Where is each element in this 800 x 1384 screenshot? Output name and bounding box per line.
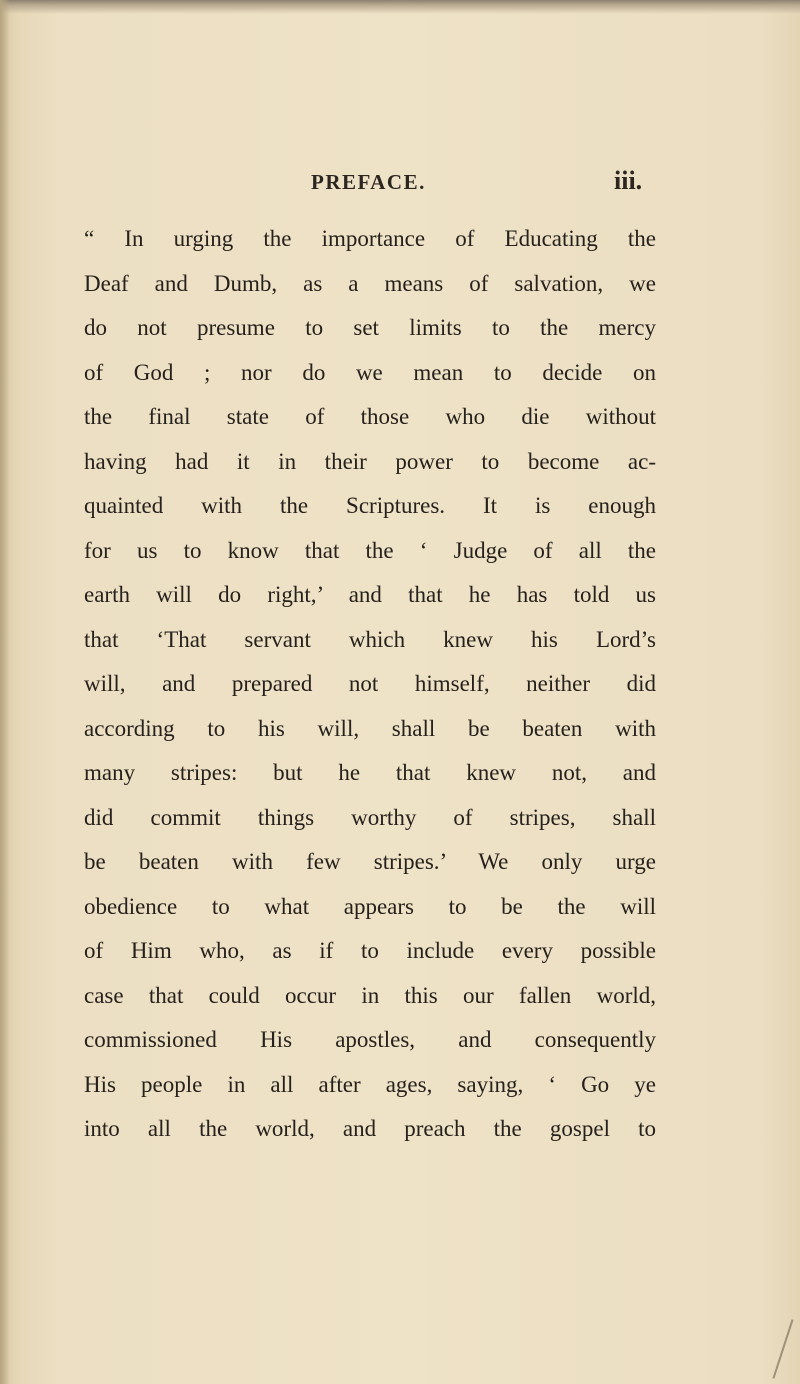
text-line: did commit things worthy of stripes, shall [84,804,656,830]
text-line: “ In urging the importance of Educating the [84,226,656,251]
text-line: commissioned His apostles, and consequently [84,1027,656,1052]
text-line: into all the world, and preach the gospel to [84,1116,656,1141]
running-head [0,166,800,198]
text-line: be beaten with few stripes.’ We only urge [84,849,656,874]
page-gutter-edge [0,0,10,1384]
text-line: Deaf and Dumb, as a means of salvation, we [84,270,656,296]
text-line: earth will do right,’ and that he has told us [84,582,656,607]
text-line: of God ; nor do we mean to decide on [84,359,656,385]
text-line: quainted with the Scriptures. It is enough [84,493,656,518]
text-line: for us to know that the ‘ Judge of all the [84,537,656,563]
text-line: will, and prepared not himself, neither did [84,671,656,696]
body-text [84,217,656,1152]
text-line: according to his will, shall be beaten with [84,715,656,741]
text-line: of Him who, as if to include every possible [84,938,656,963]
page-number: iii. [614,166,643,195]
text-line: the final state of those who die without [84,404,656,429]
text-line: case that could occur in this our fallen world, [84,982,656,1008]
text-line: that ‘That servant which knew his Lord’s [84,626,656,652]
running-title: PREFACE. [311,170,426,194]
text-line: many stripes: but he that knew not, and [84,760,656,785]
text-line: obedience to what appears to be the will [84,893,656,919]
text-line: His people in all after ages, saying, ‘ Go ye [84,1071,656,1097]
page-top-shadow [0,0,800,14]
page-corner-mark [772,1319,793,1379]
text-line: having had it in their power to become ac- [84,448,656,474]
text-line: do not presume to set limits to the mercy [84,315,656,340]
